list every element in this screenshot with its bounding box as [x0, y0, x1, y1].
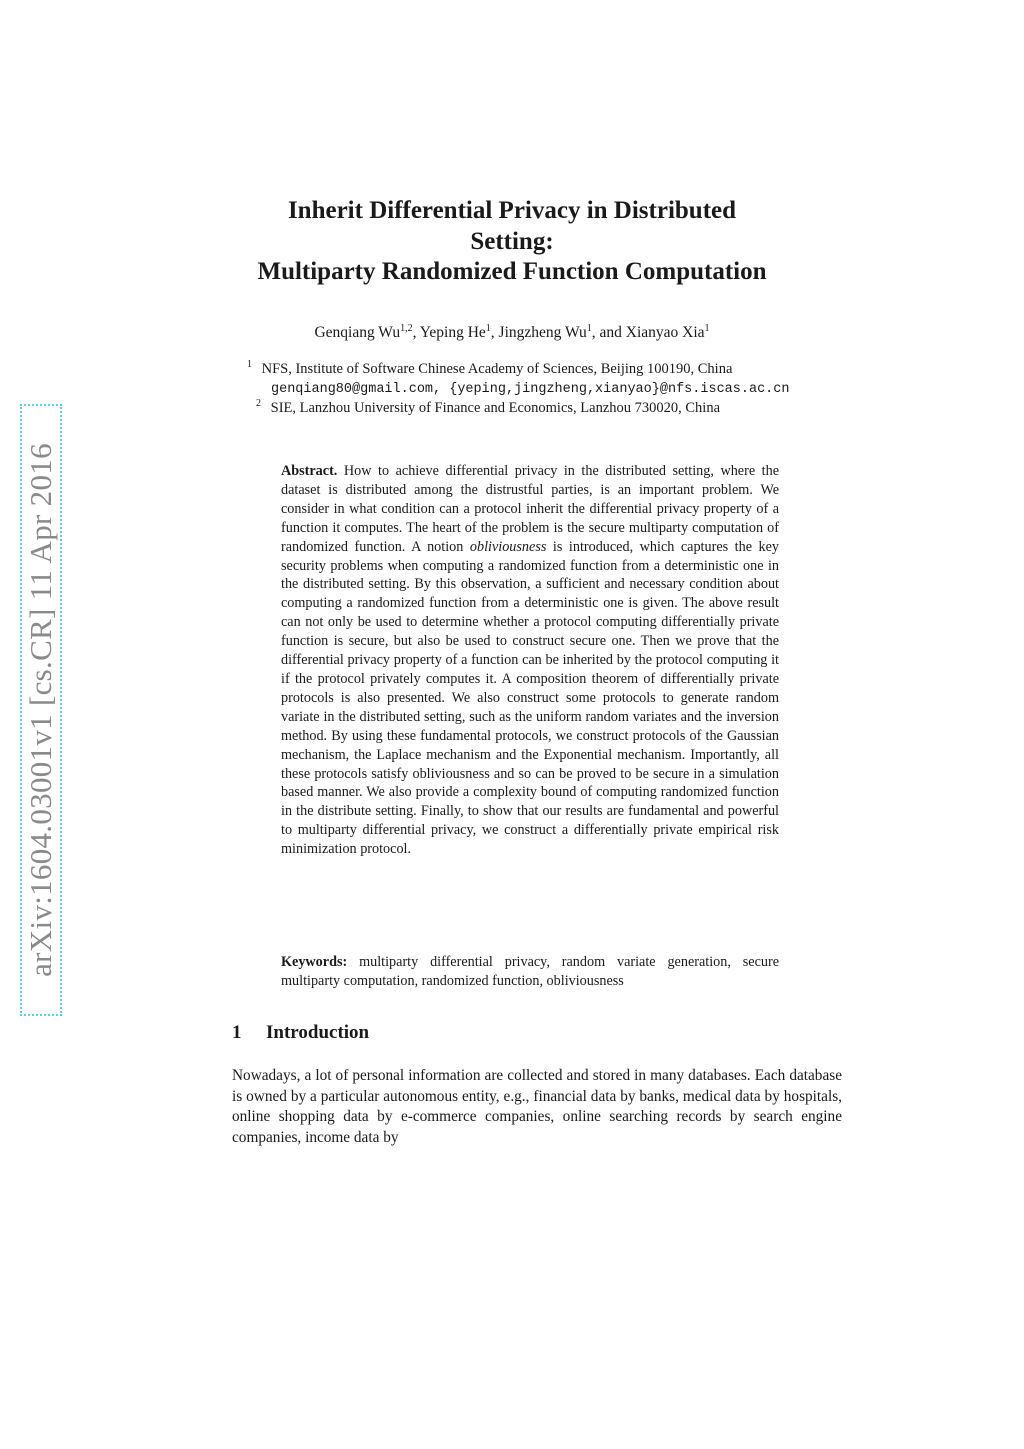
arxiv-stamp: arXiv:1604.03001v1 [cs.CR] 11 Apr 2016	[23, 443, 58, 977]
author-name: Genqiang Wu	[314, 324, 401, 341]
author-separator: , and	[591, 324, 626, 341]
paper-title-line-2: Setting:	[470, 228, 554, 255]
author-affiliation-mark: 1	[485, 323, 491, 334]
author-affiliation-mark: 1	[704, 323, 710, 334]
abstract-label: Abstract.	[281, 463, 338, 479]
affiliation-2	[256, 400, 720, 417]
abstract-emphasis: obliviousness	[469, 538, 547, 555]
author-name: Xianyao Xia	[625, 324, 705, 341]
author-separator: ,	[490, 324, 499, 341]
author-affiliation-mark: 1,2	[400, 323, 413, 334]
author-name: Jingzheng Wu	[498, 324, 587, 341]
affiliation-emails: genqiang80@gmail.com, {yeping,jingzheng,xianyao}@nfs.iscas.ac.cn	[271, 382, 790, 397]
affiliation-mark: 1	[247, 359, 252, 370]
affiliation-1	[247, 361, 732, 378]
intro-paragraph: Nowadays, a lot of personal information are collected and stored in many databases. Each database is owned by a particular autonomous entity, e.g., financial data by banks, medical data by hospitals, online shopping data by e-commerce companies, online searching records by search engine companies, income data by	[232, 1067, 842, 1146]
paper-title-line-3: Multiparty Randomized Function Computation	[257, 258, 767, 285]
section-number: 1	[232, 1022, 242, 1043]
author-affiliation-mark: 1	[586, 323, 592, 334]
keywords	[281, 953, 779, 991]
affiliation-text: SIE, Lanzhou University of Finance and Economics, Lanzhou 730020, China	[270, 400, 721, 416]
affiliation-text: NFS, Institute of Software Chinese Academy of Sciences, Beijing 100190, China	[261, 361, 733, 377]
paper-title-line-1: Inherit Differential Privacy in Distributed	[287, 197, 737, 224]
abstract-text-part-1: How to achieve differential privacy in the distributed setting, where the dataset is distributed among the distrustful parties, is an important problem. We consider in what condition can a protocol inherit the differential privacy property of a function it computes. The heart of the problem is the secure multiparty computation of randomized function. A notion	[281, 463, 779, 555]
section-heading	[232, 1022, 369, 1044]
author-name: Yeping He	[419, 324, 486, 341]
keywords-label: Keywords:	[281, 954, 348, 970]
keywords-text: multiparty differential privacy, random variate generation, secure multiparty computation, randomized function, obliviousness	[281, 954, 780, 989]
abstract	[281, 462, 779, 859]
affiliation-mark: 2	[256, 398, 261, 409]
author-list	[0, 324, 1024, 342]
section-title: Introduction	[266, 1022, 370, 1043]
author-separator: ,	[412, 324, 420, 341]
abstract-text-part-2: is introduced, which captures the key security problems when computing a randomized function from a deterministic one in the distributed setting. By this observation, a sufficient and necessary condition about computing a randomized function from a deterministic one is given. The above result can not only be used to determine whether a protocol computing differentially private function is secure, but also be used to construct secure one. Then we prove that the differential privacy property of a function can be inherited by the protocol computing it if the protocol privately computes it. A composition theorem of differentially private protocols is also presented. We also construct some protocols to generate random variate in the distributed setting, such as the uniform random variates and the inversion method. By using these fundamental protocols, we construct protocols of the Gaussian mechanism, the Laplace mechanism and the Exponential mechanism. Importantly, all these protocols satisfy obliviousness and so can be proved to be secure in a simulation based manner. We also provide a complexity bound of computing randomized function in the distribute setting. Finally, to show that our results are fundamental and powerful to multiparty differential privacy, we construct a differentially private empirical risk minimization protocol.	[281, 538, 780, 858]
